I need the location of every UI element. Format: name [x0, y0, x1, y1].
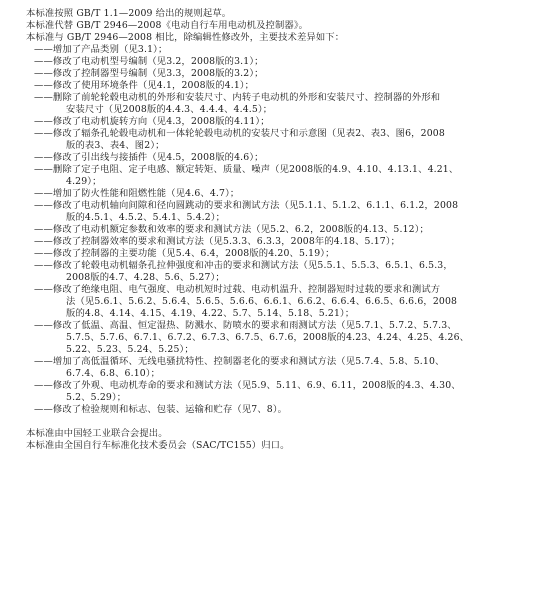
drafting-rule-statement: 本标准按照 GB/T 1.1—2009 给出的规则起草。	[26, 8, 232, 19]
responsible-committee-statement: 本标准由全国自行车标准化技术委员会（SAC/TC155）归口。	[26, 440, 290, 451]
change-item	[26, 284, 544, 320]
proposing-body-statement: 本标准由中国轻工业联合会提出。	[26, 428, 168, 439]
technical-changes-list	[26, 44, 544, 416]
change-item-text: ——修改了引出线与接插件（见4.5，2008版的4.6）；	[34, 152, 264, 163]
change-item-text: ——修改了绝缘电阻、电气强度、电动机短时过载、电动机温升、控制器短时过载的要求和测试方	[34, 284, 441, 295]
change-item-continuation: 2008版的4.7、4.28、5.6、5.27）；	[66, 272, 225, 283]
change-item-continuation: 5.2、5.29）；	[66, 392, 127, 403]
replaced-standard-statement: 本标准代替 GB/T 2946—2008《电动自行车用电动机及控制器》。	[26, 20, 309, 31]
change-item-continuation: 6.7.4、6.8、6.10）；	[66, 368, 161, 379]
change-item-text: ——修改了控制器的主要功能（见5.4、6.4，2008版的4.20、5.19）；	[34, 248, 335, 259]
change-item-continuation: 安装尺寸（见2008版的4.4.3、4.4.4、4.4.5）；	[66, 104, 273, 115]
change-item-text: ——修改了控制器型号编制（见3.3，2008版的3.2）；	[34, 68, 264, 79]
change-item-text: ——修改了轮毂电动机辐条孔拉伸强度和冲击的要求和测试方法（见5.5.1、5.5.3、6.5.1、6.5.3，	[34, 260, 453, 271]
change-item	[26, 152, 544, 164]
change-item-continuation: 5.7.5、5.7.6、6.7.1、6.7.2、6.7.3、6.7.5、6.7.6，2008版的4.23、4.24、4.25、4.26、	[66, 332, 470, 343]
change-item-text: ——修改了电动机额定参数和效率的要求和测试方法（见5.2、6.2，2008版的4.13、5.12）；	[34, 224, 429, 235]
change-item-text: ——修改了电动机旋转方向（见4.3，2008版的4.11）；	[34, 116, 270, 127]
change-item-text: ——增加了高低温循环、无线电骚扰特性、控制器老化的要求和测试方法（见5.7.4、5.8、5.10、	[34, 356, 445, 367]
change-item-text: ——修改了电动机轴向间隙和径向圆跳动的要求和测试方法（见5.1.1、5.1.2、6.1.1、6.1.2，2008	[34, 200, 459, 211]
technical-differences-intro: 本标准与 GB/T 2946—2008 相比，除编辑性修改外，主要技术差异如下：	[26, 32, 345, 43]
change-item	[26, 92, 544, 116]
change-item-text: ——修改了使用环境条件（见4.1，2008版的4.1）；	[34, 80, 255, 91]
change-item-continuation: 5.22、5.23、5.24、5.25）；	[66, 344, 194, 355]
change-item-text: ——增加了产品类别（见3.1）；	[34, 44, 168, 55]
change-item	[26, 128, 544, 152]
change-item	[26, 188, 544, 200]
change-item	[26, 320, 544, 356]
change-item-continuation: 法（见5.6.1、5.6.2、5.6.4、5.6.5、5.6.6、6.6.1、6.6.2、6.6.4、6.6.5、6.6.6，2008	[66, 296, 458, 307]
change-item-text: ——修改了检验规则和标志、包装、运输和贮存（见7、8）。	[34, 404, 288, 415]
change-item-text: ——修改了控制器效率的要求和测试方法（见5.3.3、6.3.3，2008年的4.18、5.17）；	[34, 236, 401, 247]
change-item	[26, 356, 544, 380]
change-item	[26, 164, 544, 188]
change-item-text: ——修改了低温、高温、恒定湿热、防溅水、防喷水的要求和雨测试方法（见5.7.1、5.7.2、5.7.3、	[34, 320, 457, 331]
change-item-text: ——修改了电动机型号编制（见3.2，2008版的3.1）；	[34, 56, 264, 67]
change-item	[26, 56, 544, 68]
change-item	[26, 380, 544, 404]
change-item-continuation: 版的4.5.1、4.5.2、5.4.1、5.4.2）；	[66, 212, 226, 223]
change-item	[26, 200, 544, 224]
change-item-text: ——删除了定子电阻、定子电感、额定转矩、质量、噪声（见2008版的4.9、4.10、4.13.1、4.21、	[34, 164, 459, 175]
change-item-continuation: 4.29）；	[66, 176, 102, 187]
change-item	[26, 248, 544, 260]
change-item	[26, 404, 544, 416]
change-item-text: ——增加了防火性能和阻燃性能（见4.6、4.7）；	[34, 188, 240, 199]
change-item-text: ——修改了外观、电动机寿命的要求和测试方法（见5.9、5.11、6.9、6.11，2008版的4.3、4.30、	[34, 380, 461, 391]
change-item	[26, 236, 544, 248]
change-item	[26, 68, 544, 80]
change-item	[26, 260, 544, 284]
change-item-continuation: 版的表3、表4、图2）；	[66, 140, 165, 151]
change-item	[26, 224, 544, 236]
change-item-text: ——修改了辐条孔轮毂电动机和一体轮轮毂电动机的安装尺寸和示意图（见表2、表3、图6，2008	[34, 128, 445, 139]
change-item	[26, 116, 544, 128]
paragraph-gap	[26, 416, 544, 428]
change-item-text: ——删除了前轮轮毂电动机的外形和安装尺寸、内转子电动机的外形和安装尺寸、控制器的外形和	[34, 92, 441, 103]
change-item	[26, 44, 544, 56]
change-item	[26, 80, 544, 92]
change-item-continuation: 版的4.8、4.14、4.15、4.19、4.22、5.7、5.14、5.18、5.21）；	[66, 308, 355, 319]
